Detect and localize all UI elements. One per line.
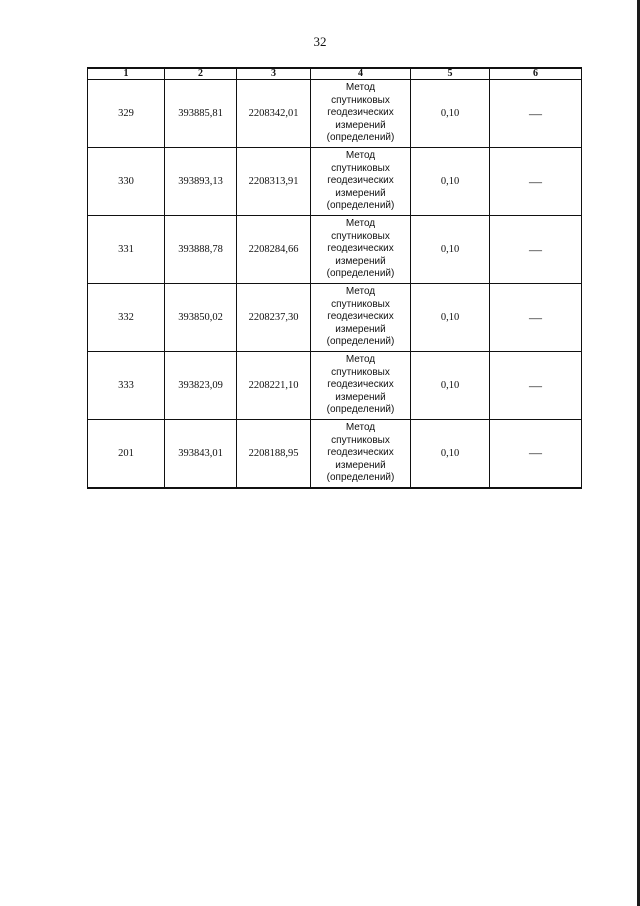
point-number-cell: 331 [88, 216, 165, 284]
method-cell [311, 284, 411, 352]
y-coordinate-cell: 2208221,10 [237, 352, 311, 420]
column-header: 3 [237, 68, 311, 80]
note-cell: — [490, 148, 582, 216]
method-line: геодезических [327, 447, 394, 458]
accuracy-cell: 0,10 [411, 352, 490, 420]
column-header: 6 [490, 68, 582, 80]
column-header: 5 [411, 68, 490, 80]
accuracy-cell: 0,10 [411, 148, 490, 216]
table-row [88, 216, 582, 284]
point-number-cell: 201 [88, 420, 165, 488]
method-cell [311, 216, 411, 284]
method-line: спутниковых [331, 94, 390, 106]
accuracy-cell: 0,10 [411, 80, 490, 148]
method-line: измерений [335, 323, 386, 335]
method-line: геодезических [327, 243, 394, 255]
method-cell [311, 80, 411, 148]
method-line: спутниковых [331, 162, 390, 174]
point-number-cell: 329 [88, 80, 165, 148]
method-line: Метод [345, 354, 376, 366]
method-line: Метод [345, 218, 376, 230]
method-line: спутниковых [331, 298, 390, 310]
page-number: 32 [313, 34, 327, 49]
x-coordinate-cell: 393823,09 [165, 352, 237, 420]
point-number-cell: 332 [88, 284, 165, 352]
x-coordinate-cell: 393850,02 [165, 284, 237, 352]
x-coordinate-cell: 393843,01 [165, 420, 237, 488]
x-coordinate-cell: 393888,78 [165, 216, 237, 284]
method-line: Метод [345, 286, 376, 298]
method-line: измерений [335, 255, 386, 267]
method-line: Метод [345, 150, 376, 162]
point-number-cell: 333 [88, 352, 165, 420]
note-cell: — [490, 420, 582, 488]
y-coordinate-cell: 2208313,91 [237, 148, 311, 216]
method-line: Метод [345, 82, 376, 94]
method-line: спутниковых [331, 434, 390, 446]
method-line: измерений [335, 187, 386, 199]
column-header: 4 [311, 68, 411, 80]
method-line: (определений) [326, 336, 395, 348]
method-line: (определений) [326, 200, 395, 212]
method-cell [311, 420, 411, 488]
y-coordinate-cell: 2208342,01 [237, 80, 311, 148]
y-coordinate-cell: 2208188,95 [237, 420, 311, 488]
coordinates-table [87, 67, 582, 489]
note-cell: — [490, 216, 582, 284]
accuracy-cell: 0,10 [411, 216, 490, 284]
method-line: измерений [335, 119, 386, 131]
method-line: (определений) [326, 132, 395, 144]
table-row [88, 284, 582, 352]
table-row [88, 80, 582, 148]
point-number-cell: 330 [88, 148, 165, 216]
method-line: спутниковых [331, 230, 390, 242]
method-line: (определений) [326, 404, 395, 416]
method-cell [311, 148, 411, 216]
method-line: геодезических [327, 379, 394, 391]
method-line: геодезических [327, 175, 394, 187]
method-line: Метод [345, 422, 376, 433]
column-header: 1 [88, 68, 165, 80]
y-coordinate-cell: 2208237,30 [237, 284, 311, 352]
method-line: (определений) [326, 472, 395, 483]
table-row [88, 148, 582, 216]
table-row [88, 352, 582, 420]
y-coordinate-cell: 2208284,66 [237, 216, 311, 284]
method-line: геодезических [327, 311, 394, 323]
accuracy-cell: 0,10 [411, 420, 490, 488]
table-header-row [88, 68, 582, 80]
method-line: (определений) [326, 268, 395, 280]
note-cell: — [490, 352, 582, 420]
x-coordinate-cell: 393893,13 [165, 148, 237, 216]
method-line: измерений [335, 391, 386, 403]
column-header: 2 [165, 68, 237, 80]
table-row [88, 420, 582, 488]
method-line: спутниковых [331, 366, 390, 378]
method-cell [311, 352, 411, 420]
x-coordinate-cell: 393885,81 [165, 80, 237, 148]
note-cell: — [490, 80, 582, 148]
method-line: измерений [335, 459, 386, 471]
note-cell: — [490, 284, 582, 352]
method-line: геодезических [327, 107, 394, 119]
accuracy-cell: 0,10 [411, 284, 490, 352]
